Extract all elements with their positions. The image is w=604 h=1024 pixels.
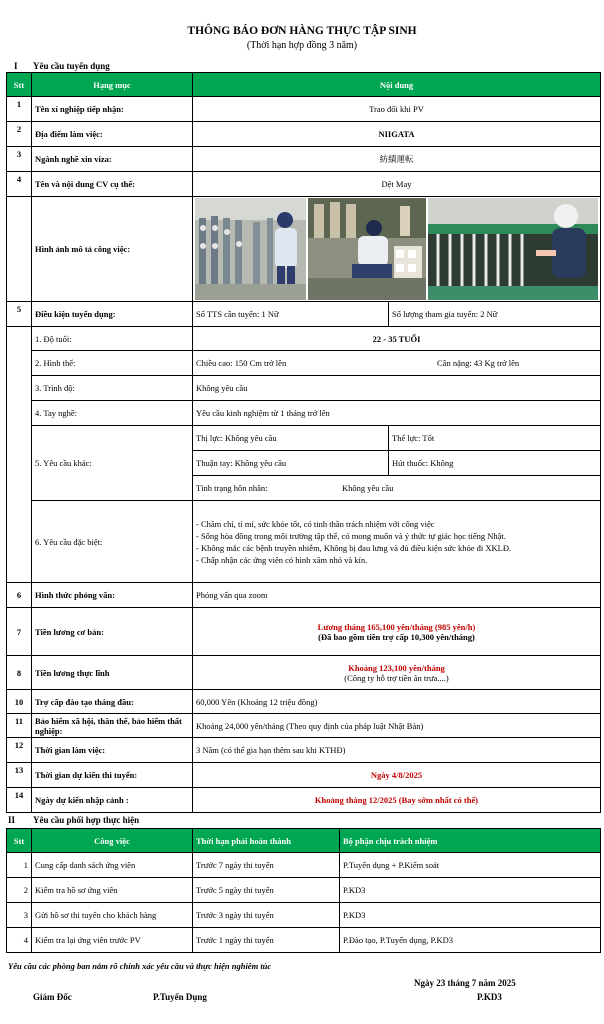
- interview-format-value: Phỏng vấn qua zoom: [193, 583, 601, 608]
- task-stt: 4: [7, 928, 32, 953]
- task-deadline: Trước 3 ngày thi tuyển: [193, 903, 340, 928]
- row-stt: 3: [7, 147, 32, 172]
- special-requirements: [193, 501, 601, 583]
- row-stt: 6: [7, 583, 32, 608]
- row-stt: 1: [7, 97, 32, 122]
- eyesight-value: Thị lực: Không yêu cầu: [193, 426, 389, 451]
- basic-salary: Lương tháng 165,100 yên/tháng (985 yên/h): [317, 621, 476, 632]
- net-salary: Khoảng 123,100 yên/tháng: [348, 662, 445, 673]
- row-label: Tiền lương cơ bản:: [32, 608, 193, 656]
- task-deadline: Trước 7 ngày thi tuyển: [193, 853, 340, 878]
- marital-status: [193, 476, 601, 501]
- document-date: Ngày 23 tháng 7 năm 2025: [414, 978, 516, 988]
- condition-label: 6. Yêu cầu đặc biệt:: [32, 501, 193, 583]
- col-item-header: Hạng mục: [32, 73, 193, 97]
- fitness-value: Thể lực: Tốt: [389, 426, 601, 451]
- row-label: Ngày dự kiến nhập cảnh :: [32, 788, 193, 813]
- age-value: 22 - 35 TUỔI: [193, 327, 601, 351]
- task-name: Cung cấp danh sách ứng viên: [32, 853, 193, 878]
- signature-recruitment: P.Tuyển Dụng: [153, 992, 207, 1002]
- task-name: Kiểm tra hồ sơ ứng viên: [32, 878, 193, 903]
- section-1-title: Yêu cầu tuyển dụng: [33, 61, 110, 71]
- row-stt: 8: [7, 656, 32, 690]
- marital-label: Tình trạng hôn nhân:: [196, 483, 268, 493]
- skill-value: Yêu cầu kinh nghiệm từ 1 tháng trở lên: [193, 401, 601, 426]
- row-label: Ngành nghề xin viza:: [32, 147, 193, 172]
- col-task-header: Công việc: [32, 829, 193, 853]
- col-deadline-header: Thời hạn phải hoàn thành: [193, 829, 340, 853]
- col-dept-header: Bộ phận chịu trách nhiệm: [340, 829, 601, 853]
- smoking-value: Hút thuốc: Không: [389, 451, 601, 476]
- physique-values: [193, 351, 601, 376]
- row-label: Địa điểm làm việc:: [32, 122, 193, 147]
- marital-value: Không yêu cầu: [342, 483, 394, 493]
- section-1-number: I: [14, 61, 18, 71]
- row-label: Điều kiện tuyển dụng:: [32, 302, 193, 327]
- row-stt: 5: [7, 302, 32, 327]
- coordination-table: [6, 828, 601, 953]
- col-stt-header: Stt: [7, 73, 32, 97]
- insurance-value: Khoảng 24,000 yên/tháng (Theo quy định của pháp luật Nhật Bản): [193, 714, 601, 738]
- row-label: Tên và nội dung CV cụ thể:: [32, 172, 193, 197]
- basic-salary-note: (Đã bao gồm tiền trợ cấp 10,300 yên/tháng): [318, 631, 475, 642]
- condition-label: 2. Hình thể:: [32, 351, 193, 376]
- row-stt: 13: [7, 763, 32, 788]
- row-stt: 12: [7, 738, 32, 763]
- task-stt: 3: [7, 903, 32, 928]
- row-label: Hình ảnh mô tả công việc:: [32, 197, 193, 302]
- job-name-value: Dệt May: [193, 172, 601, 197]
- task-dept: P.KD3: [340, 903, 601, 928]
- training-allowance-value: 60,000 Yên (Khoảng 12 triệu đồng): [193, 690, 601, 714]
- recruitment-table: [6, 72, 601, 813]
- factory-worker-photo-1: [195, 198, 306, 300]
- basic-salary-value: [193, 608, 601, 656]
- special-line: - Không mắc các bệnh truyền nhiễm, Không bị đau lưng và đủ điều kiện sức khỏe đi XKLĐ.: [196, 542, 512, 553]
- condition-label: 4. Tay nghề:: [32, 401, 193, 426]
- special-line: - Chăm chỉ, tỉ mỉ, sức khỏe tốt, có tinh thần trách nhiệm với công việc: [196, 518, 435, 529]
- special-line: - Chấp nhận các ứng viên có hình xăm nhỏ và kín.: [196, 554, 368, 565]
- section-2-number: II: [8, 815, 16, 825]
- row-stt: 4: [7, 172, 32, 197]
- exam-date-value: Ngày 4/8/2025: [193, 763, 601, 788]
- factory-worker-photo-3: [428, 198, 598, 300]
- task-dept: P.Đào tạo, P.Tuyển dụng, P.KD3: [340, 928, 601, 953]
- task-dept: P.KD3: [340, 878, 601, 903]
- special-line: - Sống hòa đồng trong môi trường tập thể, có mong muốn và ý thức tự giác học tiếng Nhật.: [196, 530, 506, 541]
- row-label: Trợ cấp đào tạo tháng đầu:: [32, 690, 193, 714]
- net-salary-note: (Công ty hỗ trợ tiền ăn trưa....): [344, 672, 449, 683]
- section-2-title: Yêu cầu phối hợp thực hiện: [33, 815, 140, 825]
- visa-occupation-value: 紡績運転: [193, 147, 601, 172]
- row-label: Tên xí nghiệp tiếp nhận:: [32, 97, 193, 122]
- task-stt: 2: [7, 878, 32, 903]
- task-stt: 1: [7, 853, 32, 878]
- task-deadline: Trước 1 ngày thi tuyển: [193, 928, 340, 953]
- recruit-count: Số TTS cần tuyển: 1 Nữ: [193, 302, 389, 327]
- participant-count: Số lượng tham gia tuyển: 2 Nữ: [389, 302, 601, 327]
- row-label: Hình thức phỏng vấn:: [32, 583, 193, 608]
- job-photos: [193, 197, 601, 302]
- row-stt: 7: [7, 608, 32, 656]
- signature-kd3: P.KD3: [477, 992, 502, 1002]
- row-stt: 10: [7, 690, 32, 714]
- row-label: Thời gian làm việc:: [32, 738, 193, 763]
- row-label: Thời gian dự kiến thi tuyển:: [32, 763, 193, 788]
- task-deadline: Trước 5 ngày thi tuyển: [193, 878, 340, 903]
- col-content-header: Nội dung: [193, 73, 601, 97]
- task-name: Kiểm tra lại ứng viên trước PV: [32, 928, 193, 953]
- education-value: Không yêu cầu: [193, 376, 601, 401]
- condition-label: 3. Trình độ:: [32, 376, 193, 401]
- task-name: Gửi hồ sơ thi tuyển cho khách hàng: [32, 903, 193, 928]
- col-stt-header: Stt: [7, 829, 32, 853]
- row-stt: 2: [7, 122, 32, 147]
- row-label: Bảo hiểm xã hội, thân thể, bảo hiểm thất nghiệp:: [32, 714, 193, 738]
- weight-requirement: Cân nặng: 43 Kg trở lên: [437, 358, 520, 368]
- condition-label: 5. Yêu cầu khác:: [32, 426, 193, 501]
- handedness-value: Thuận tay: Không yêu cầu: [193, 451, 389, 476]
- factory-worker-photo-2: [308, 198, 426, 300]
- row-stt: 14: [7, 788, 32, 813]
- net-salary-value: [193, 656, 601, 690]
- height-requirement: Chiều cao: 150 Cm trở lên: [196, 358, 287, 368]
- entry-date-value: Khoảng tháng 12/2025 (Bay sớm nhất có thể): [193, 788, 601, 813]
- condition-label: 1. Độ tuổi:: [32, 327, 193, 351]
- signature-director: Giám Đốc: [33, 992, 72, 1002]
- task-dept: P.Tuyển dụng + P.Kiểm soát: [340, 853, 601, 878]
- row-label: Tiền lương thực lĩnh: [32, 656, 193, 690]
- page-subtitle: (Thời hạn hợp đồng 3 năm): [246, 40, 358, 51]
- instruction-note: Yêu cầu các phòng ban nắm rõ chính xác yêu cầu và thực hiện nghiêm túc: [8, 961, 272, 971]
- work-period-value: 3 Năm (có thể gia hạn thêm sau khi KTHĐ): [193, 738, 601, 763]
- page-title: THÔNG BÁO ĐƠN HÀNG THỰC TẬP SINH: [187, 25, 417, 37]
- location-value: NIIGATA: [193, 122, 601, 147]
- row-stt: 11: [7, 714, 32, 738]
- company-value: Trao đổi khi PV: [193, 97, 601, 122]
